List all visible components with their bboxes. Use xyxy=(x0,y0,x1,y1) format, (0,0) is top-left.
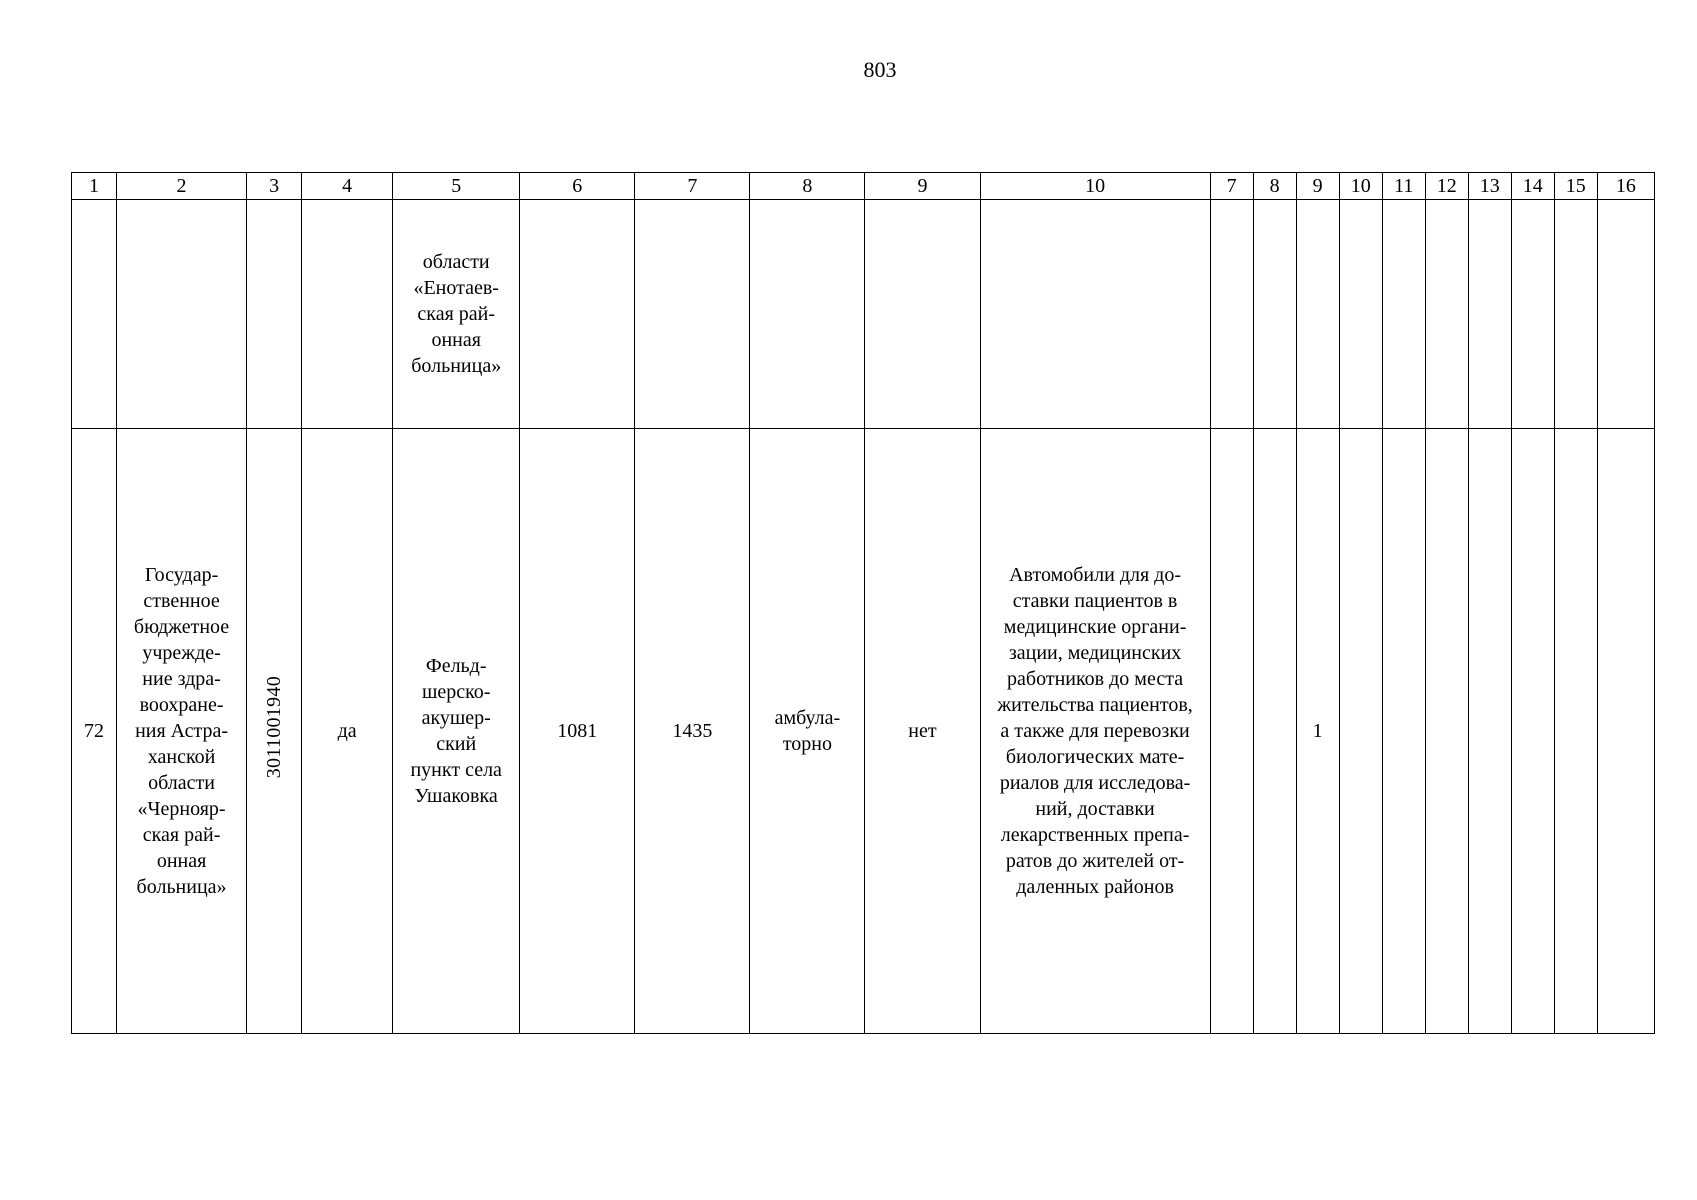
column-number: 7 xyxy=(635,173,750,200)
table-cell xyxy=(1210,200,1253,429)
facility-name-cell: области «Енотаев- ская рай- онная больница» xyxy=(393,200,520,429)
institution-name-cell: Государ- ственное бюджетное учрежде- ние здра- воохране- ния Астра- ханской области «Чернояр- ская рай- онная больница» xyxy=(117,429,247,1034)
column-number: 13 xyxy=(1468,173,1511,200)
table-cell xyxy=(635,200,750,429)
column-number: 4 xyxy=(302,173,393,200)
column-number-row xyxy=(72,173,1655,200)
column-number: 9 xyxy=(1296,173,1339,200)
table-cell: 1435 xyxy=(635,429,750,1034)
table-cell xyxy=(1382,429,1425,1034)
table-cell xyxy=(1597,429,1654,1034)
page-number: 803 xyxy=(863,57,897,82)
table-cell xyxy=(865,200,980,429)
table-cell xyxy=(1339,429,1382,1034)
column-number: 16 xyxy=(1597,173,1654,200)
table-cell xyxy=(1339,200,1382,429)
column-number: 5 xyxy=(393,173,520,200)
column-number: 2 xyxy=(117,173,247,200)
table-cell xyxy=(247,200,302,429)
table-cell xyxy=(750,200,865,429)
column-number: 8 xyxy=(1253,173,1296,200)
table-cell xyxy=(1468,429,1511,1034)
vehicle-purpose-cell: Автомобили для до- ставки пациентов в медицинские органи- зации, медицинских работников до места жительства пациентов, а также для перевозки биологических мате- риалов для исследова- ний, доставки лекарственных препа- ратов до жителей от- даленных районов xyxy=(980,429,1210,1034)
table-cell xyxy=(1511,200,1554,429)
data-table xyxy=(71,172,1655,1034)
table-cell xyxy=(1210,429,1253,1034)
column-number: 9 xyxy=(865,173,980,200)
table-cell: амбула- торно xyxy=(750,429,865,1034)
column-number: 1 xyxy=(72,173,117,200)
column-number: 12 xyxy=(1425,173,1468,200)
table-cell xyxy=(1511,429,1554,1034)
table-cell xyxy=(980,200,1210,429)
table-cell xyxy=(1382,200,1425,429)
table-cell xyxy=(72,200,117,429)
table-cell xyxy=(1425,200,1468,429)
table-cell xyxy=(302,200,393,429)
table-row-72 xyxy=(72,429,1655,1034)
column-number: 3 xyxy=(247,173,302,200)
table-cell xyxy=(1296,200,1339,429)
table-cell xyxy=(1554,200,1597,429)
table-cell xyxy=(1253,200,1296,429)
table-row-continuation xyxy=(72,200,1655,429)
table-cell xyxy=(1597,200,1654,429)
row-number-cell: 72 xyxy=(72,429,117,1034)
column-number: 15 xyxy=(1554,173,1597,200)
table-cell: 1 xyxy=(1296,429,1339,1034)
table-cell xyxy=(520,200,635,429)
table-cell xyxy=(1425,429,1468,1034)
column-number: 10 xyxy=(1339,173,1382,200)
code-cell xyxy=(247,429,302,1034)
column-number: 6 xyxy=(520,173,635,200)
table-cell xyxy=(1253,429,1296,1034)
column-number: 8 xyxy=(750,173,865,200)
table-cell xyxy=(117,200,247,429)
column-number: 14 xyxy=(1511,173,1554,200)
table-cell: 1081 xyxy=(520,429,635,1034)
table-cell xyxy=(1468,200,1511,429)
table-cell: нет xyxy=(865,429,980,1034)
column-number: 7 xyxy=(1210,173,1253,200)
table-cell xyxy=(1554,429,1597,1034)
table-cell: да xyxy=(302,429,393,1034)
code-vertical-text: 3011001940 xyxy=(263,676,286,779)
column-number: 10 xyxy=(980,173,1210,200)
column-number: 11 xyxy=(1382,173,1425,200)
facility-name-cell: Фельд- шерско- акушер- ский пункт села Ушаковка xyxy=(393,429,520,1034)
